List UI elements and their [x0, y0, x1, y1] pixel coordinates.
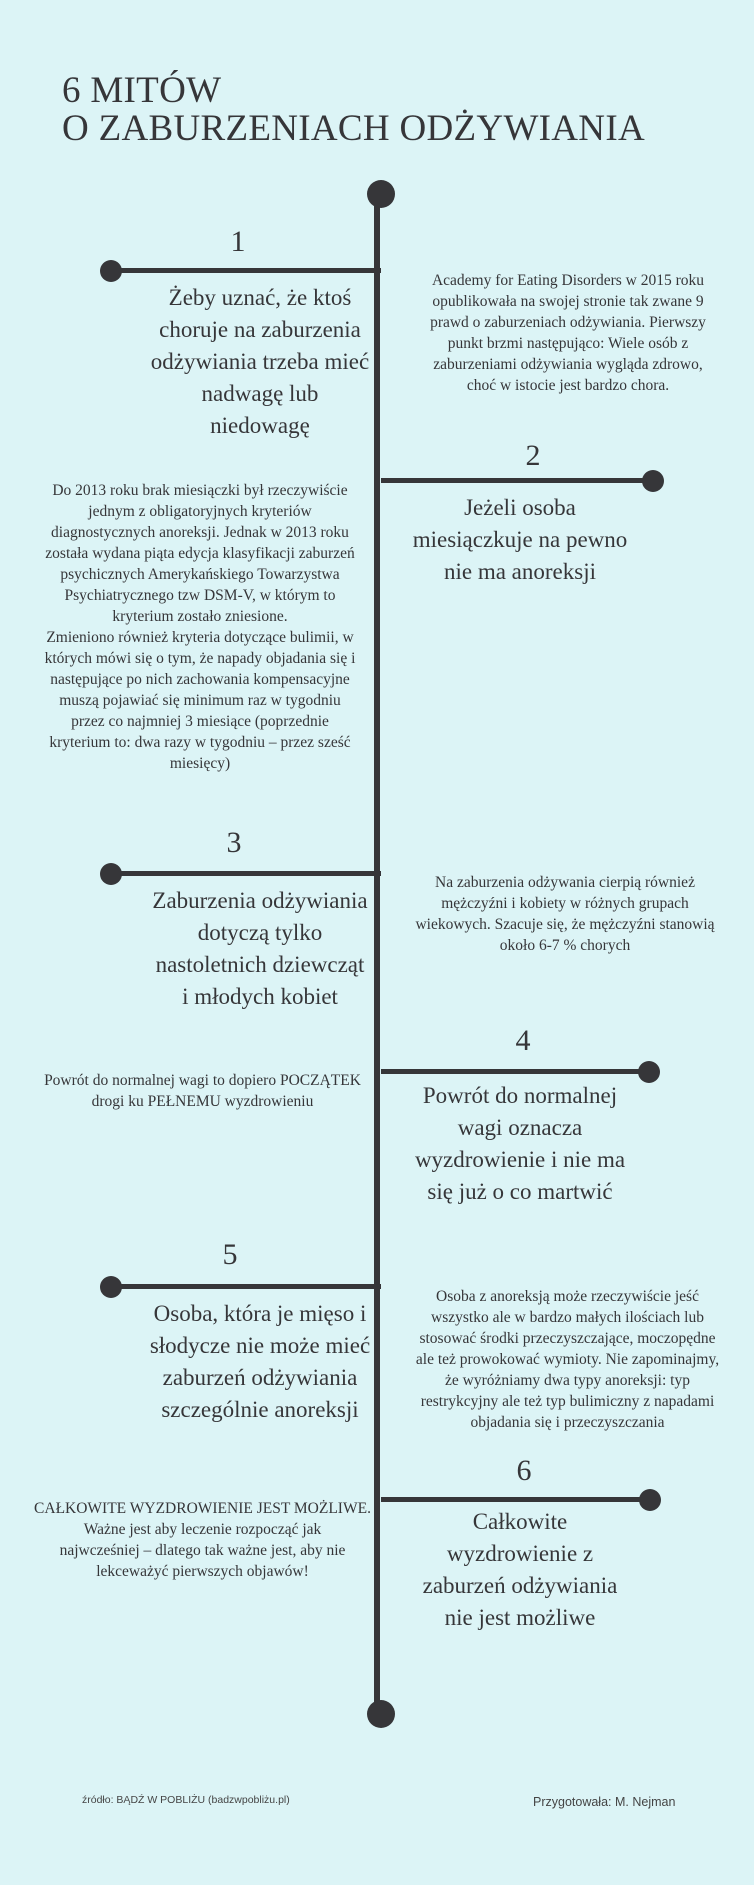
text-line: miesiączkuje na pewno	[412, 527, 628, 552]
myth-3-number: 3	[226, 826, 242, 859]
text-line: CAŁKOWITE WYZDROWIENIE JEST MOŻLIWE.	[34, 1500, 371, 1517]
text-line: miesięcy)	[169, 755, 231, 772]
text-line: wagi oznacza	[457, 1115, 583, 1140]
myth-2-branch	[381, 478, 653, 483]
title-line-2: O ZABURZENIACH ODŻYWIANIA	[62, 108, 645, 149]
text-line: diagnostycznych anoreksji. Jednak w 2013 roku	[51, 524, 349, 541]
text-line: Psychiatrycznego tzw DSM-V, w którym to	[64, 587, 336, 604]
text-line: nastoletnich dziewcząt	[155, 952, 365, 977]
text-line: opublikowała na swojej stronie tak zwane 9	[432, 293, 704, 310]
text-line: odżywiania trzeba mieć	[150, 349, 370, 374]
myth-2-fact	[30, 480, 370, 774]
text-line: nie ma anoreksji	[443, 559, 596, 584]
text-line: lekceważyć pierwszych objawów!	[96, 1563, 309, 1580]
text-line: Powrót do normalnej wagi to dopiero POCZĄTEK	[44, 1072, 361, 1089]
text-line: nadwagę lub	[201, 381, 319, 406]
myth-1-branch	[110, 268, 381, 273]
text-line: kryterium zostało zniesione.	[112, 608, 288, 625]
footer-author: Przygotowała: M. Nejman	[533, 1795, 676, 1809]
myth-1-number: 1	[230, 225, 246, 258]
myth-4-number: 4	[515, 1024, 531, 1057]
text-line: szczególnie anoreksji	[161, 1397, 359, 1422]
myth-3-branch	[110, 871, 381, 876]
myth-1-dot	[100, 260, 122, 282]
text-line: punkt brzmi następująco: Wiele osób z	[447, 335, 689, 352]
timeline-end-dot	[367, 1700, 395, 1728]
text-line: najwcześniej – dlatego tak ważne jest, aby nie	[59, 1542, 346, 1559]
text-line: jednym z obligatoryjnych kryteriów	[88, 503, 312, 520]
text-line: dotyczą tylko	[197, 920, 323, 945]
text-line: się już o co martwić	[427, 1179, 613, 1204]
text-line: mężczyźni i kobiety w różnych grupach	[441, 895, 689, 912]
text-line: prawd o zaburzeniach odżywiania. Pierwszy	[430, 314, 706, 331]
footer-source: źródło: BĄDŹ W POBLIŻU (badzwpobliżu.pl)	[82, 1794, 290, 1806]
text-line: Ważne jest aby leczenie rozpocząć jak	[83, 1521, 322, 1538]
text-line: nie jest możliwe	[444, 1605, 596, 1630]
text-line: Academy for Eating Disorders w 2015 roku	[431, 272, 705, 289]
myth-3-dot	[100, 863, 122, 885]
text-line: ale też prowokować wymioty. Nie zapominajmy,	[415, 1351, 720, 1368]
myth-4-fact	[30, 1070, 375, 1112]
myth-2-number: 2	[525, 439, 541, 472]
text-line: drogi ku PEŁNEMU wyzdrowieniu	[91, 1093, 314, 1110]
text-line: że wyróżniamy dwa typy anoreksji: typ	[445, 1372, 690, 1389]
text-line: których mówi się o tym, że napady objadania się i	[44, 650, 356, 667]
myth-4-statement	[385, 1080, 655, 1208]
text-line: muszą pojawiać się minimum raz w tygodniu	[59, 692, 341, 709]
myth-6-fact	[30, 1498, 375, 1582]
text-line: wyzdrowienie i nie ma	[414, 1147, 626, 1172]
myth-3-statement	[110, 885, 410, 1013]
text-line: i młodych kobiet	[182, 984, 338, 1009]
myth-5-dot	[100, 1276, 122, 1298]
text-line: kryterium to: dwa razy w tygodniu – przez sześć	[49, 734, 351, 751]
text-line: około 6-7 % chorych	[499, 937, 631, 954]
myth-6-statement	[385, 1506, 655, 1634]
myth-4-branch	[381, 1069, 649, 1074]
text-line: słodycze nie może mieć	[149, 1333, 371, 1358]
text-line: zaburzeń odżywiania	[422, 1573, 618, 1598]
text-line: Powrót do normalnej	[422, 1083, 618, 1108]
text-line: została wydana piąta edycja klasyfikacji zaburzeń	[45, 545, 355, 562]
myth-2-statement	[385, 492, 655, 588]
text-line: wyzdrowienie z	[446, 1541, 594, 1566]
myth-1-statement	[110, 282, 410, 442]
text-line: Do 2013 roku brak miesiączki był rzeczywiście	[52, 482, 348, 499]
myth-1-fact	[398, 270, 738, 396]
text-line: wszystko ale w bardzo małych ilościach lub	[431, 1309, 704, 1326]
text-line: Zmieniono również kryteria dotyczące bulimii, w	[46, 629, 354, 646]
myth-5-fact	[390, 1286, 745, 1433]
text-line: Żeby uznać, że ktoś	[168, 285, 352, 310]
text-line: Jeżeli osoba	[464, 495, 576, 520]
myth-3-fact	[390, 872, 740, 956]
myth-6-branch	[381, 1497, 650, 1502]
page-title	[62, 72, 645, 148]
text-line: niedowagę	[210, 413, 310, 438]
text-line: następujące po nich zachowania kompensacyjne	[50, 671, 350, 688]
text-line: Na zaburzenia odżywania cierpią również	[435, 874, 695, 891]
text-line: objadania się i przeczyszczania	[470, 1414, 665, 1431]
text-line: choruje na zaburzenia	[159, 317, 361, 342]
timeline-start-dot	[367, 180, 395, 208]
text-line: Osoba, która je mięso i	[153, 1301, 367, 1326]
text-line: przez co najmniej 3 miesiące (poprzednie	[71, 713, 329, 730]
text-line: zaburzeniami odżywiania wygląda zdrowo,	[433, 356, 703, 373]
text-line: stosować środki przeczyszczające, moczopędne	[419, 1330, 716, 1347]
text-line: Osoba z anoreksją może rzeczywiście jeść	[436, 1288, 699, 1305]
text-line: restrykcyjny ale też typ bulimiczny z napadami	[420, 1393, 715, 1410]
myth-2-dot	[642, 470, 664, 492]
myth-5-number: 5	[222, 1238, 238, 1271]
text-line: Całkowite	[472, 1509, 568, 1534]
title-line-1: 6 MITÓW	[62, 70, 222, 111]
myth-5-statement	[110, 1298, 410, 1426]
text-line: psychicznych Amerykańskiego Towarzystwa	[60, 566, 340, 583]
text-line: choć w istocie jest bardzo chora.	[466, 377, 670, 394]
myth-5-branch	[110, 1284, 381, 1289]
myth-6-number: 6	[516, 1454, 532, 1487]
text-line: wiekowych. Szacuje się, że mężczyźni stanowią	[415, 916, 715, 933]
text-line: Zaburzenia odżywiania	[152, 888, 368, 913]
text-line: zaburzeń odżywiania	[162, 1365, 358, 1390]
